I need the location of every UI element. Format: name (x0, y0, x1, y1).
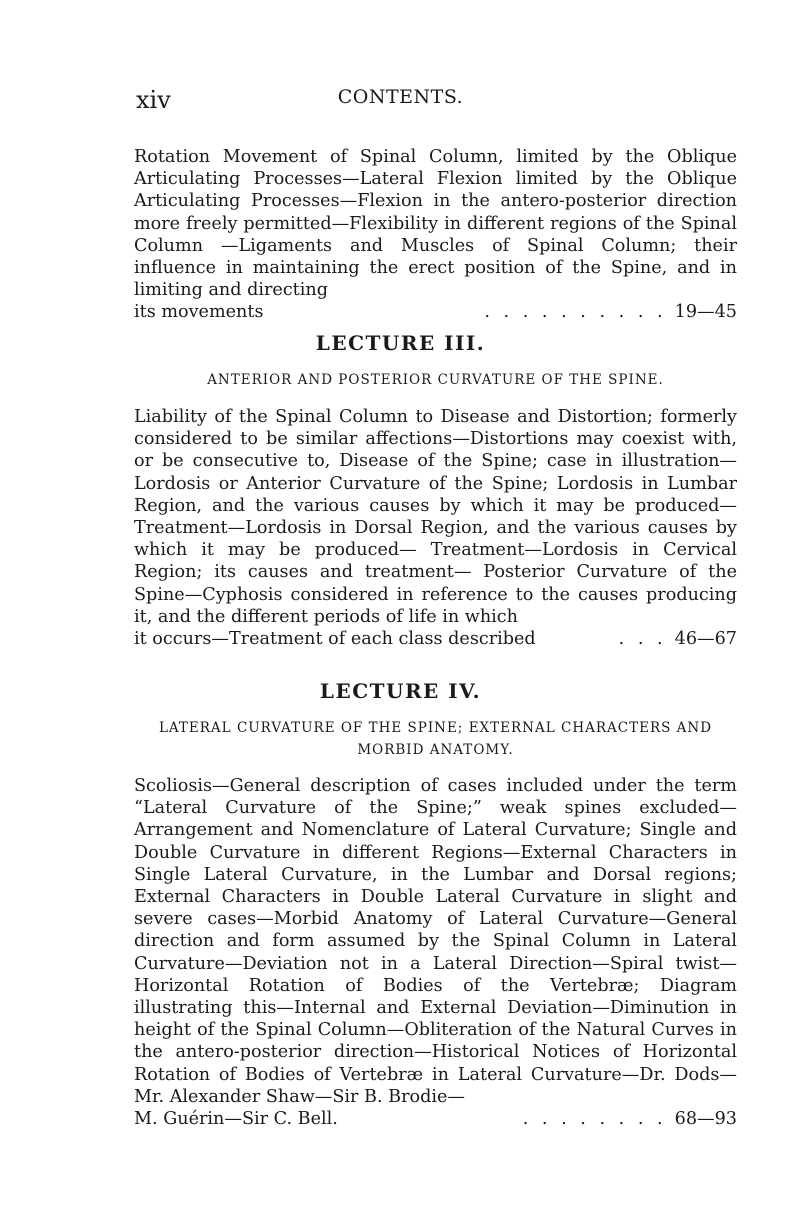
page-range: 68—93 (674, 1109, 737, 1130)
contents-entry-lecture-3 (134, 406, 737, 650)
lecture-heading: LECTURE III. (315, 331, 486, 355)
leader-dots: . . . (618, 629, 667, 650)
lecture-subtitle: ANTERIOR AND POSTERIOR CURVATURE OF THE SPINE. (207, 372, 664, 388)
entry-body: Liability of the Spinal Column to Disease and Distortion; formerly considered to be similar affections—Distortions may coexist with, or be consecutive to, Disease of the Spine; case in illustration—Lordosis or Anterior Curvature of the Spine; Lordosis in Lumbar Region, and the various causes by which it may be produced—Treatment—Lordosis in Dorsal Region, and the various causes by which it may be produced— Treatment—Lordosis in Cervical Region; its causes and treatment— Posterior Curvature of the Spine—Cyphosis considered in reference to the causes producing it, and the different periods of life in which (134, 407, 737, 627)
page-range: 46—67 (674, 629, 737, 650)
page-number: xiv (136, 86, 171, 114)
entry-body: Rotation Movement of Spinal Column, limited by the Oblique Articulating Processes—Lateral Flexion limited by the Oblique Articulating Processes—Flexion in the antero-posterior direction more freely permitted—Flexibility in different regions of the Spinal Column —Ligaments and Muscles of Spinal Column; their influence in maintaining the erect position of the Spine, and in limiting and directing (134, 147, 737, 301)
contents-entry-lecture-2-continued (134, 146, 737, 324)
lecture-heading: LECTURE IV. (319, 679, 482, 703)
entry-tail (134, 301, 737, 323)
contents-entry-lecture-4 (134, 775, 737, 1130)
entry-tail (134, 628, 737, 650)
leader-dots: . . . . . . . . . . (484, 302, 667, 323)
entry-last-line: its movements (134, 302, 264, 323)
running-head: CONTENTS. (337, 86, 464, 108)
page-range: 19—45 (674, 302, 737, 323)
leader-dots: . . . . . . . . (522, 1109, 667, 1130)
entry-last-line: it occurs—Treatment of each class described (134, 629, 536, 650)
entry-tail (134, 1108, 737, 1130)
page-header (0, 86, 801, 116)
entry-last-line: M. Guérin—Sir C. Bell. (134, 1109, 338, 1130)
entry-body: Scoliosis—General description of cases included under the term “Lateral Curvature of the Spine;” weak spines excluded—Arrangement and Nomenclature of Lateral Curvature; Single and Double Curvature in different Regions—External Characters in Single Lateral Curvature, in the Lumbar and Dorsal regions; External Characters in Double Lateral Curvature in slight and severe cases—Morbid Anatomy of Lateral Curvature—General direction and form assumed by the Spinal Column in Lateral Curvature—Deviation not in a Lateral Direction—Spiral twist—Horizontal Rotation of Bodies of the Vertebræ; Diagram illustrating this—Internal and External Deviation—Diminution in height of the Spinal Column—Obliteration of the Natural Curves in the antero-posterior direction—Historical Notices of Horizontal Rotation of Bodies of Vertebræ in Lateral Curvature—Dr. Dods—Mr. Alexander Shaw—Sir B. Brodie— (134, 776, 737, 1107)
lecture-subtitle: LATERAL CURVATURE OF THE SPINE; EXTERNAL CHARACTERS AND MORBID ANATOMY. (158, 720, 713, 758)
